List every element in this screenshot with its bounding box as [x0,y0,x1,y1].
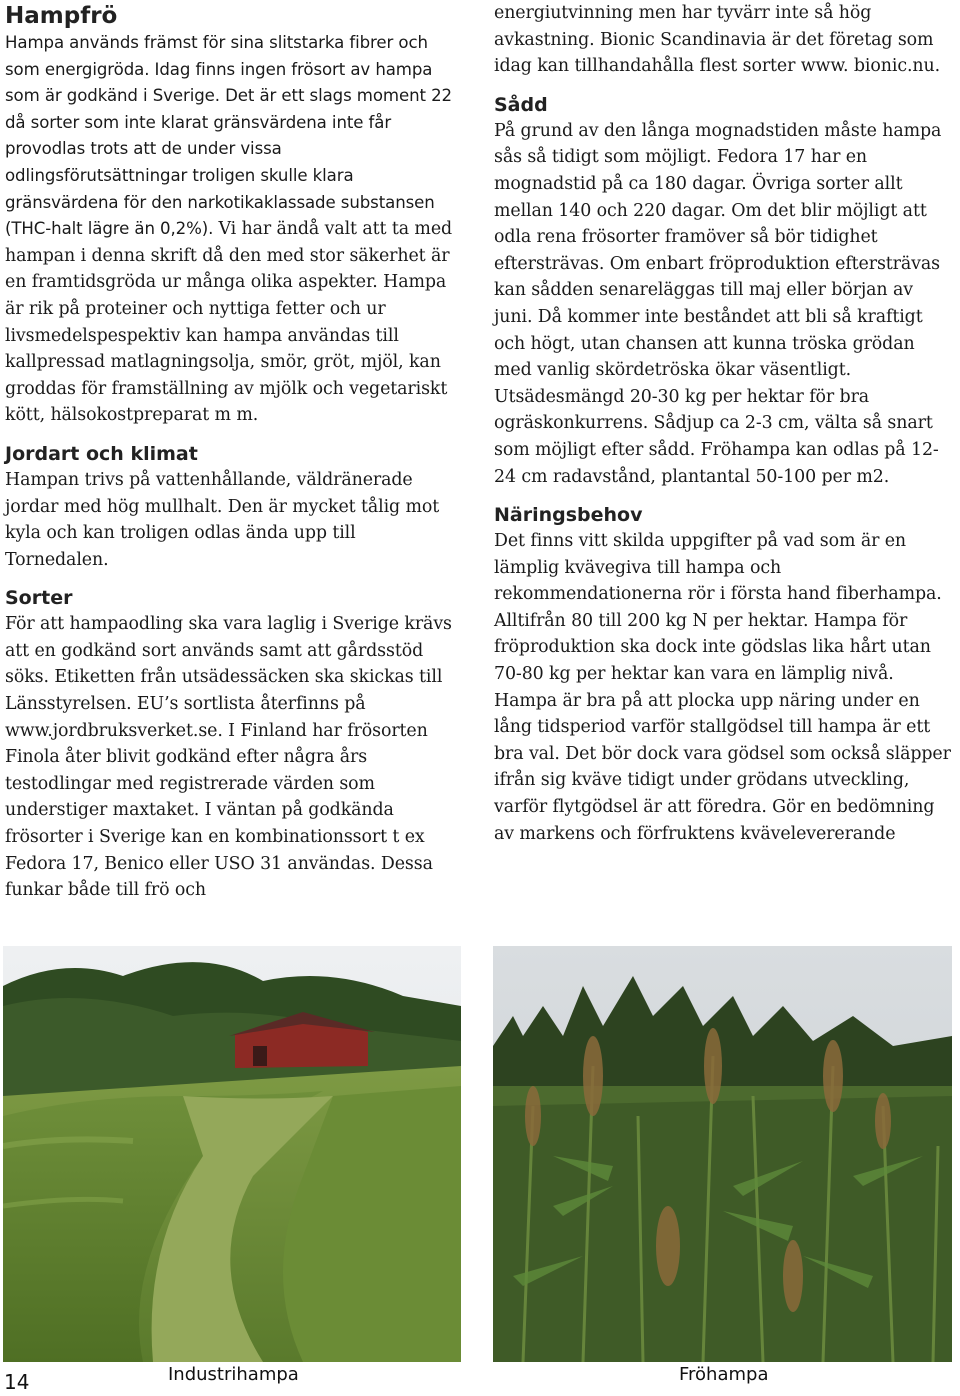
page-number: 14 [4,1370,30,1394]
intro-paragraph-2: Vi har ändå valt att ta med hampan i denna skrift då den med stor säkerhet är en framtidsgröda ur många olika aspekter. Hampa är rik på proteiner och nyttiga fetter och ur livsmedelspespektiv kan hampa användas till kallpressad matlagningsolja, smör, gröt, mjöl, kan groddas för framställning av mjölk och vegetariskt kött, hälsokostpreparat m m. [5,219,453,426]
continued-paragraph: energiutvinning men har tyvärr inte så hög avkastning. Bionic Scandinavia är det företag som idag kan tillhandahålla flest sorter www. bionic.nu. [494,3,941,77]
right-column [494,0,952,847]
intro-paragraph-1: Hampa används främst för sina slitstarka fibrer och som energigröda. Idag finns ingen frösort av hampa som är godkänd i Sverige. Det är ett slags moment 22 då sorter som inte klarat gränsvärdena inte får provodlas trots att de under vissa odlingsförutsättningar troligen skulle klara gränsvärdena för den narkotikaklassade substansen (THC-halt lägre än 0,2%). [5,33,453,239]
industrial-hemp-photo [3,946,461,1362]
section-title-sadd: Sådd [494,93,548,116]
left-photo-caption: Industrihampa [168,1364,299,1385]
section-title-naring: Näringsbehov [494,504,643,527]
naring-paragraph: Det finns vitt skilda uppgifter på vad som är en lämplig kvävegiva till hampa och rekommendationerna rör i första hand fiberhampa. Alltifrån 80 till 200 kg N per hektar. Hampa för fröproduktion ska dock inte gödslas lika hårt utan 70-80 kg per hektar kan vara en lämplig nivå. Hampa är bra på att plocka upp näring under en lång tidsperiod varför stallgödsel till hampa är ett bra val. Det bör dock vara gödsel som också släpper ifrån sig kväve tidigt under grödans utveckling, varför flytgödsel är att föredra. Gör en bedömning av markens och förfruktens kvävelevererande [494,531,951,844]
article-title: Hampfrö [5,3,118,29]
soil-paragraph: Hampan trivs på vattenhållande, väldränerade jordar med hög mullhalt. Den är mycket tålig mot kyla och kan troligen odlas ända upp till Tornedalen. [5,469,440,570]
sorter-paragraph: För att hampaodling ska vara laglig i Sverige krävs att en godkänd sort används samt att gårdsstöd söks. Etiketten från utsädessäcken ska skickas till Länsstyrelsen. EU’s sortlista återfinns på www.jordbruksverket.se. I Finland har frösorten Finola åter blivit godkänd efter några års testodlingar med registrerade värden som understiger maxtaket. I väntan på godkända frösorter i Sverige kan en kombinationssort t ex Fedora 17, Benico eller USO 31 användas. Dessa funkar både till frö och [5,614,452,901]
seed-hemp-photo [493,946,952,1362]
sadd-paragraph: På grund av den långa mognadstiden måste hampa sås så tidigt som möjligt. Fedora 17 har en mognadstid på ca 180 dagar. Övriga sorter allt mellan 140 och 220 dagar. Om det blir möjligt att odla rena frösorter framöver så bör tidighet eftersträvas. Om enbart fröproduktion eftersträvas kan sådden senareläggas till maj eller början av juni. Då kommer inte beståndet att bli så kraftigt och högt, utan chansen att kunna tröska grödan med vanlig skördetröska ökar väsentligt. Utsädesmängd 20-30 kg per hektar för bra ogräskonkurrens. Sådjup ca 2-3 cm, välta så snart som möjligt efter sådd. Fröhampa kan odlas på 12-24 cm radavstånd, plantantal 50-100 per m2. [494,120,942,487]
section-title-soil: Jordart och klimat [5,442,198,465]
section-title-sorter: Sorter [5,587,73,610]
right-photo-caption: Fröhampa [679,1364,769,1385]
left-column [5,0,463,904]
